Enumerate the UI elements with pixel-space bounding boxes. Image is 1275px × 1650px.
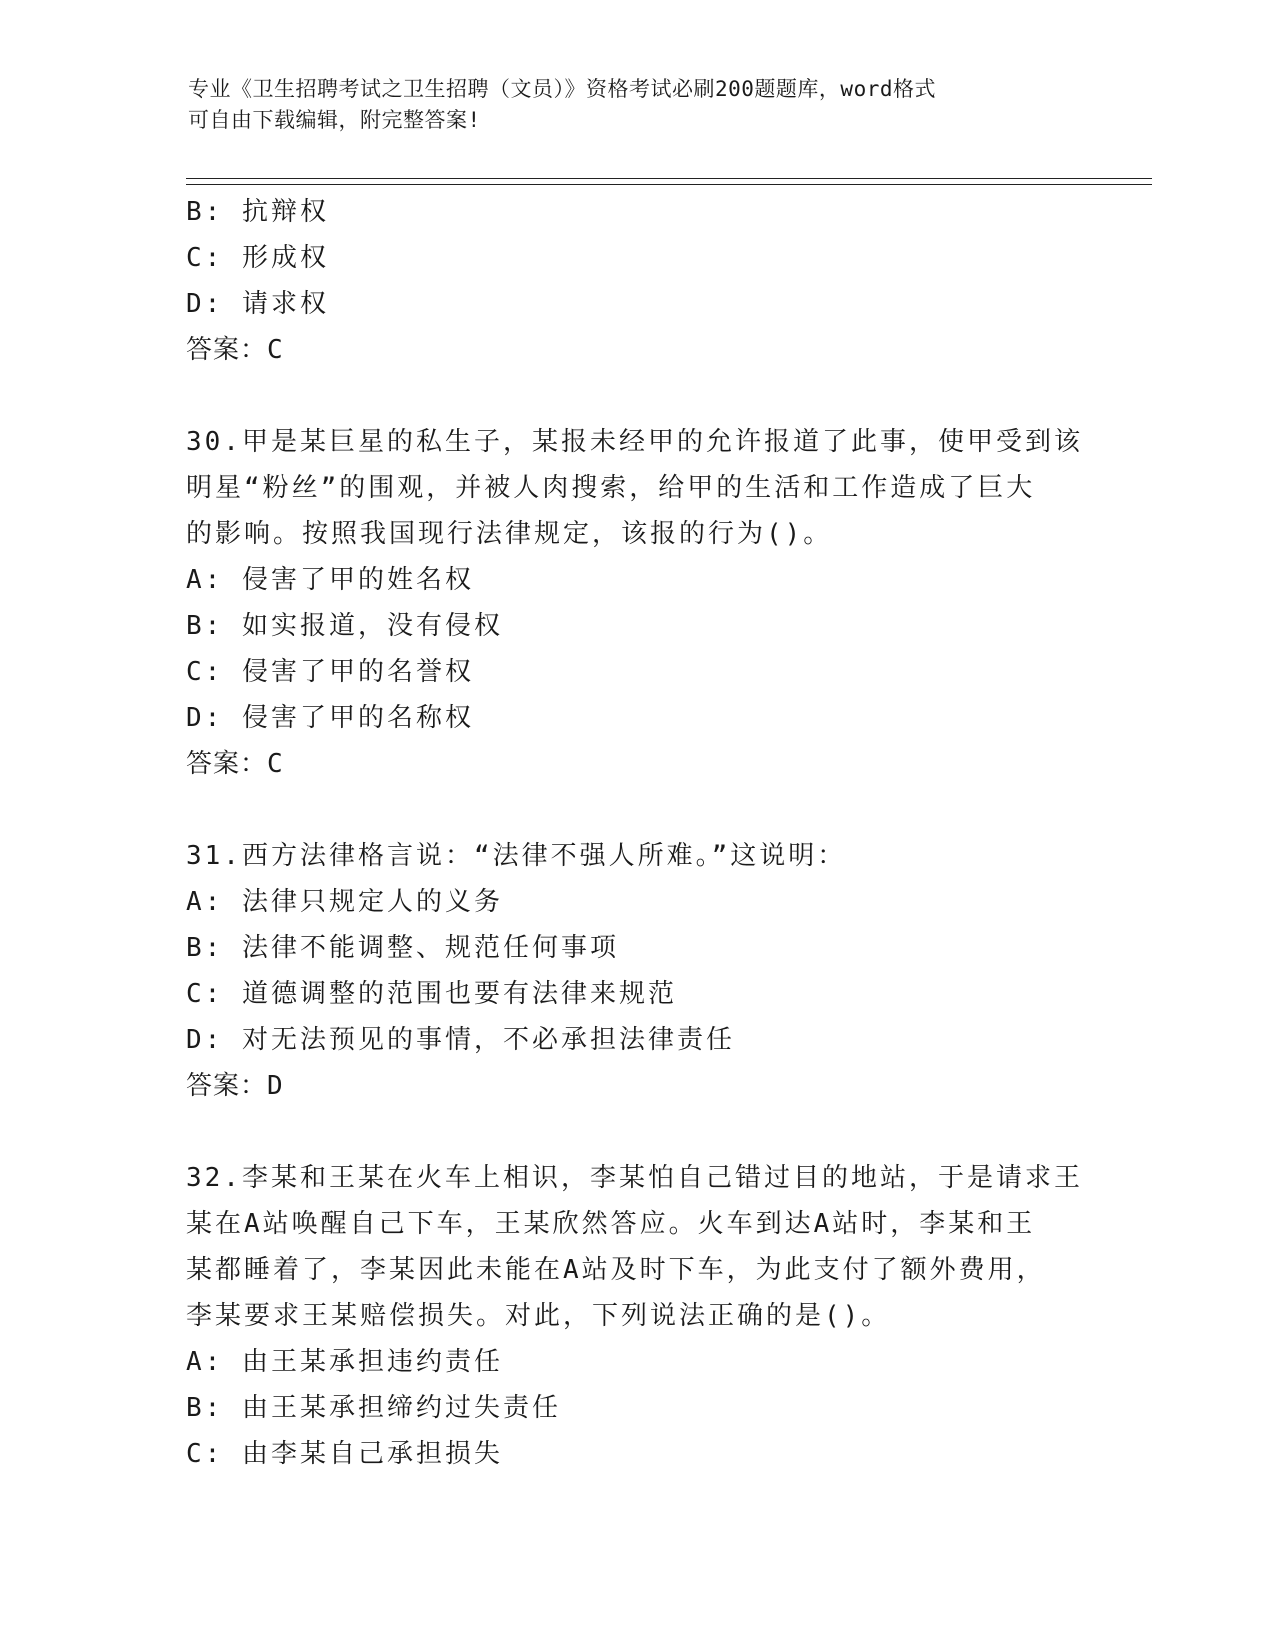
answer: 答案：D: [186, 1071, 284, 1101]
question-stem-line: 32.李某和王某在火车上相识，李某怕自己错过目的地站，于是请求王: [186, 1163, 1083, 1193]
answer: 答案：C: [186, 749, 284, 779]
option-b: B: 由王某承担缔约过失责任: [186, 1393, 561, 1423]
question-content: [186, 189, 1086, 1477]
question-stem-line: 的影响。按照我国现行法律规定，该报的行为()。: [186, 519, 833, 549]
question-stem-line: 30.甲是某巨星的私生子，某报未经甲的允许报道了此事，使甲受到该: [186, 427, 1083, 457]
option-d: D: 请求权: [186, 289, 329, 319]
option-a: A: 侵害了甲的姓名权: [186, 565, 474, 595]
question-stem-line: 某在A站唤醒自己下车，王某欣然答应。火车到达A站时，李某和王: [186, 1209, 1036, 1239]
question-stem-line: 明星“粉丝”的围观，并被人肉搜索，给甲的生活和工作造成了巨大: [186, 473, 1036, 503]
option-a: A: 由王某承担违约责任: [186, 1347, 503, 1377]
header-divider: [186, 178, 1152, 185]
question-31: [186, 833, 1086, 1109]
option-b: B: 法律不能调整、规范任何事项: [186, 933, 619, 963]
document-header: [188, 74, 1088, 136]
option-c: C: 道德调整的范围也要有法律来规范: [186, 979, 677, 1009]
answer: 答案：C: [186, 335, 284, 365]
question-stem-line: 某都睡着了，李某因此未能在A站及时下车，为此支付了额外费用，: [186, 1255, 1046, 1285]
option-d: D: 侵害了甲的名称权: [186, 703, 474, 733]
question-stem-line: 李某要求王某赔偿损失。对此，下列说法正确的是()。: [186, 1301, 891, 1331]
previous-question-tail: [186, 189, 1086, 373]
option-b: B: 如实报道，没有侵权: [186, 611, 503, 641]
option-b: B: 抗辩权: [186, 197, 329, 227]
header-line-2: 可自由下载编辑，附完整答案!: [188, 108, 481, 132]
question-30: [186, 419, 1086, 787]
question-stem-line: 31.西方法律格言说：“法律不强人所难。”这说明：: [186, 841, 847, 871]
option-c: C: 形成权: [186, 243, 329, 273]
header-line-1: 专业《卫生招聘考试之卫生招聘（文员）》资格考试必刷200题题库，word格式: [188, 77, 936, 101]
question-32: [186, 1155, 1086, 1477]
option-a: A: 法律只规定人的义务: [186, 887, 503, 917]
option-c: C: 由李某自己承担损失: [186, 1439, 503, 1469]
option-d: D: 对无法预见的事情，不必承担法律责任: [186, 1025, 735, 1055]
option-c: C: 侵害了甲的名誉权: [186, 657, 474, 687]
